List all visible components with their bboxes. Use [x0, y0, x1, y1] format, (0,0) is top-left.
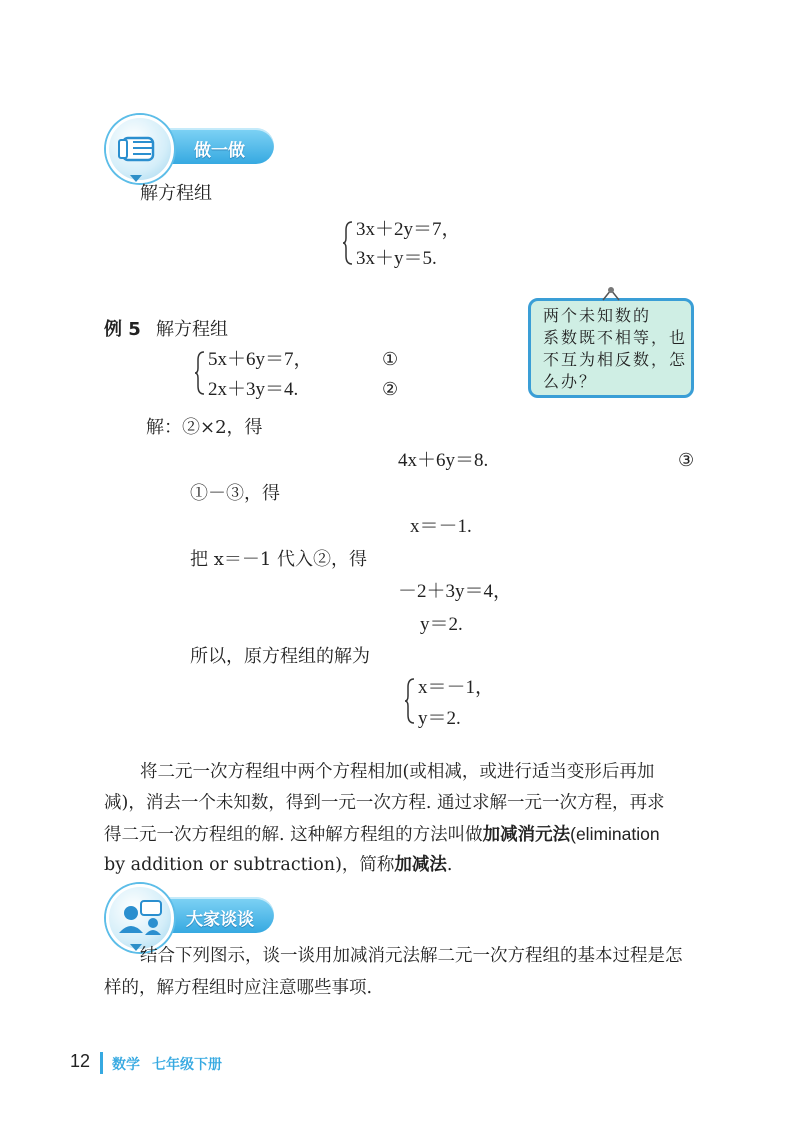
section-title: 大家谈谈 [186, 910, 254, 930]
paragraph-line [104, 853, 452, 877]
exercise-intro: 解方程组 [140, 183, 212, 204]
equation-number: ② [382, 379, 399, 400]
equation: 5x＋6y＝7， [208, 349, 313, 370]
pin-icon [601, 286, 621, 302]
discussion-icon [106, 884, 174, 952]
paragraph-line: 结合下列图示，谈一谈用加减消元法解二元一次方程组的基本过程是怎 [140, 946, 683, 966]
section-title: 做一做 [194, 141, 245, 161]
equation-number: ① [382, 349, 399, 370]
solution-step: ①－③，得 [190, 483, 280, 504]
solution-step: 把 x＝－1 代入②，得 [190, 549, 368, 570]
example-title: 解方程组 [156, 319, 228, 340]
equation: y＝2. [418, 708, 461, 729]
paragraph-text: (elimination [570, 824, 660, 844]
equation: －2＋3y＝4， [398, 581, 513, 602]
paragraph-line [104, 822, 660, 847]
key-term: 加减法 [394, 855, 447, 875]
paragraph-line: 减)，消去一个未知数，得到一元一次方程. 通过求解一元一次方程，再求 [104, 793, 665, 813]
paragraph-line: 样的，解方程组时应注意哪些事项. [104, 978, 373, 998]
equation: 3x＋y＝5. [356, 248, 437, 269]
footer-grade: 七年级下册 [152, 1057, 222, 1073]
paragraph-text: 得二元一次方程组的解. 这种解方程组的方法叫做 [104, 825, 483, 845]
hint-text: 两个未知数的 系数既不相等，也 不互为相反数，怎 么办？ [543, 306, 688, 391]
equation: x＝－1. [410, 516, 472, 537]
example-label: 例 5 [104, 319, 141, 340]
paragraph-text: . [446, 855, 453, 875]
equation: 3x＋2y＝7， [356, 219, 461, 240]
equation: 4x＋6y＝8. [398, 450, 489, 471]
paragraph-line: 将二元一次方程组中两个方程相加(或相减，或进行适当变形后再加 [140, 762, 655, 782]
left-brace [404, 677, 416, 725]
page-number: 12 [70, 1051, 91, 1071]
footer-divider [100, 1052, 103, 1074]
left-brace [342, 220, 354, 266]
equation: 2x＋3y＝4. [208, 379, 299, 400]
equation: x＝－1， [418, 677, 495, 698]
equation: y＝2. [420, 614, 463, 635]
equation-number: ③ [678, 450, 695, 471]
solution-step: 所以，原方程组的解为 [190, 646, 370, 667]
solution-step: 解：②×2，得 [146, 417, 263, 438]
left-brace [194, 350, 206, 396]
hint-box [528, 298, 694, 398]
footer-subject: 数学 [112, 1057, 140, 1073]
hand-icon [106, 115, 174, 183]
key-term: 加减消元法 [482, 825, 571, 845]
chevron-down-icon [130, 175, 142, 182]
paragraph-text: by addition or subtraction)，简称 [104, 855, 395, 875]
